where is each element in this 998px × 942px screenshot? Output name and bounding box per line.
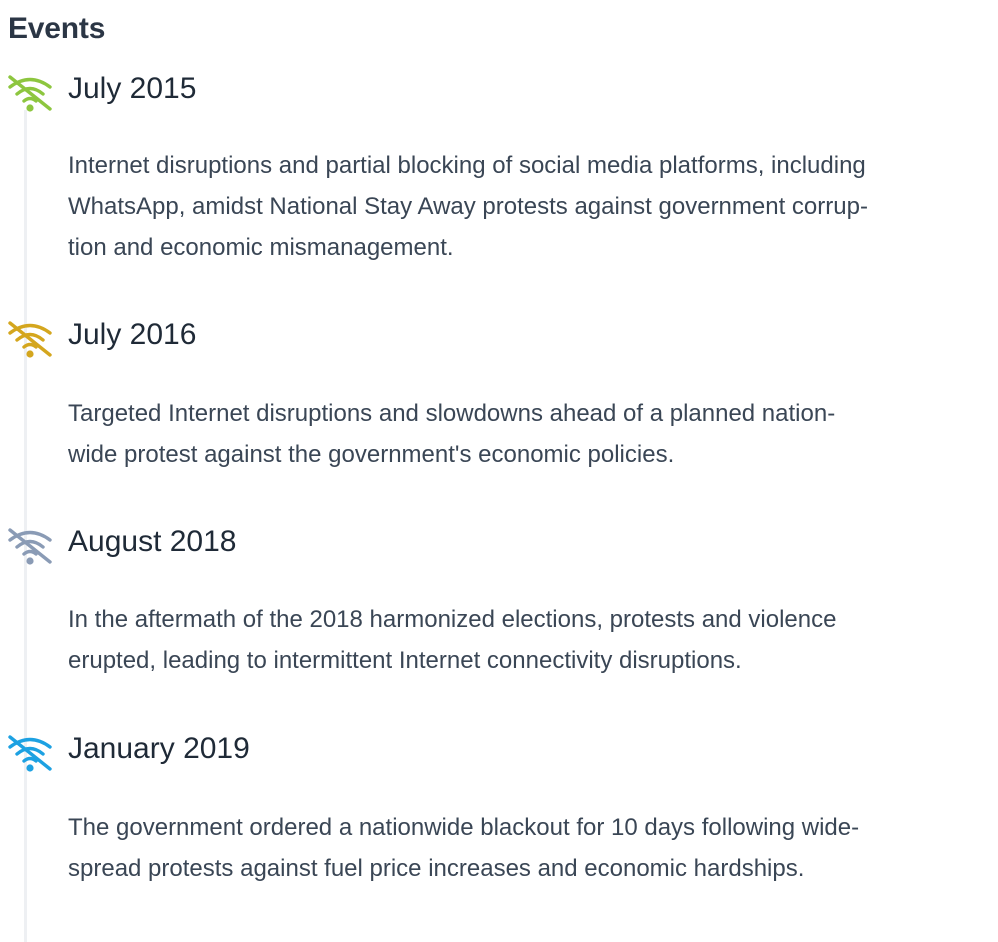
event-description-line: wide protest against the government's economic policies. [68,441,675,468]
wifi-off-icon [6,320,54,360]
wifi-off-icon-svg [6,734,54,774]
event-description [68,393,978,475]
event-description-line: In the aftermath of the 2018 harmonized elections, protests and violence [68,606,837,633]
timeline-line [24,110,27,942]
event-description-line: Internet disruptions and partial blocking of social media platforms, including [68,152,866,179]
wifi-off-icon-svg [6,527,54,567]
event-description-line: erupted, leading to intermittent Internet connectivity disruptions. [68,647,742,674]
event-date: August 2018 [68,525,237,558]
event-description-line: spread protests against fuel price increases and economic hardships. [68,855,805,882]
event-description [68,807,978,889]
event-description-line: WhatsApp, amidst National Stay Away protests against government corrup- [68,193,868,220]
event-description-line: Targeted Internet disruptions and slowdowns ahead of a planned nation- [68,400,836,427]
event-description [68,145,978,268]
event-date: July 2015 [68,72,197,105]
page-title: Events [8,12,106,45]
wifi-off-icon [6,734,54,774]
wifi-off-icon [6,74,54,114]
wifi-off-icon-svg [6,320,54,360]
wifi-off-icon [6,527,54,567]
event-date: July 2016 [68,318,197,351]
event-description [68,599,978,681]
event-date: January 2019 [68,732,250,765]
event-description-line: tion and economic mismanagement. [68,234,454,261]
wifi-off-icon-svg [6,74,54,114]
event-description-line: The government ordered a nationwide blackout for 10 days following wide- [68,814,860,841]
